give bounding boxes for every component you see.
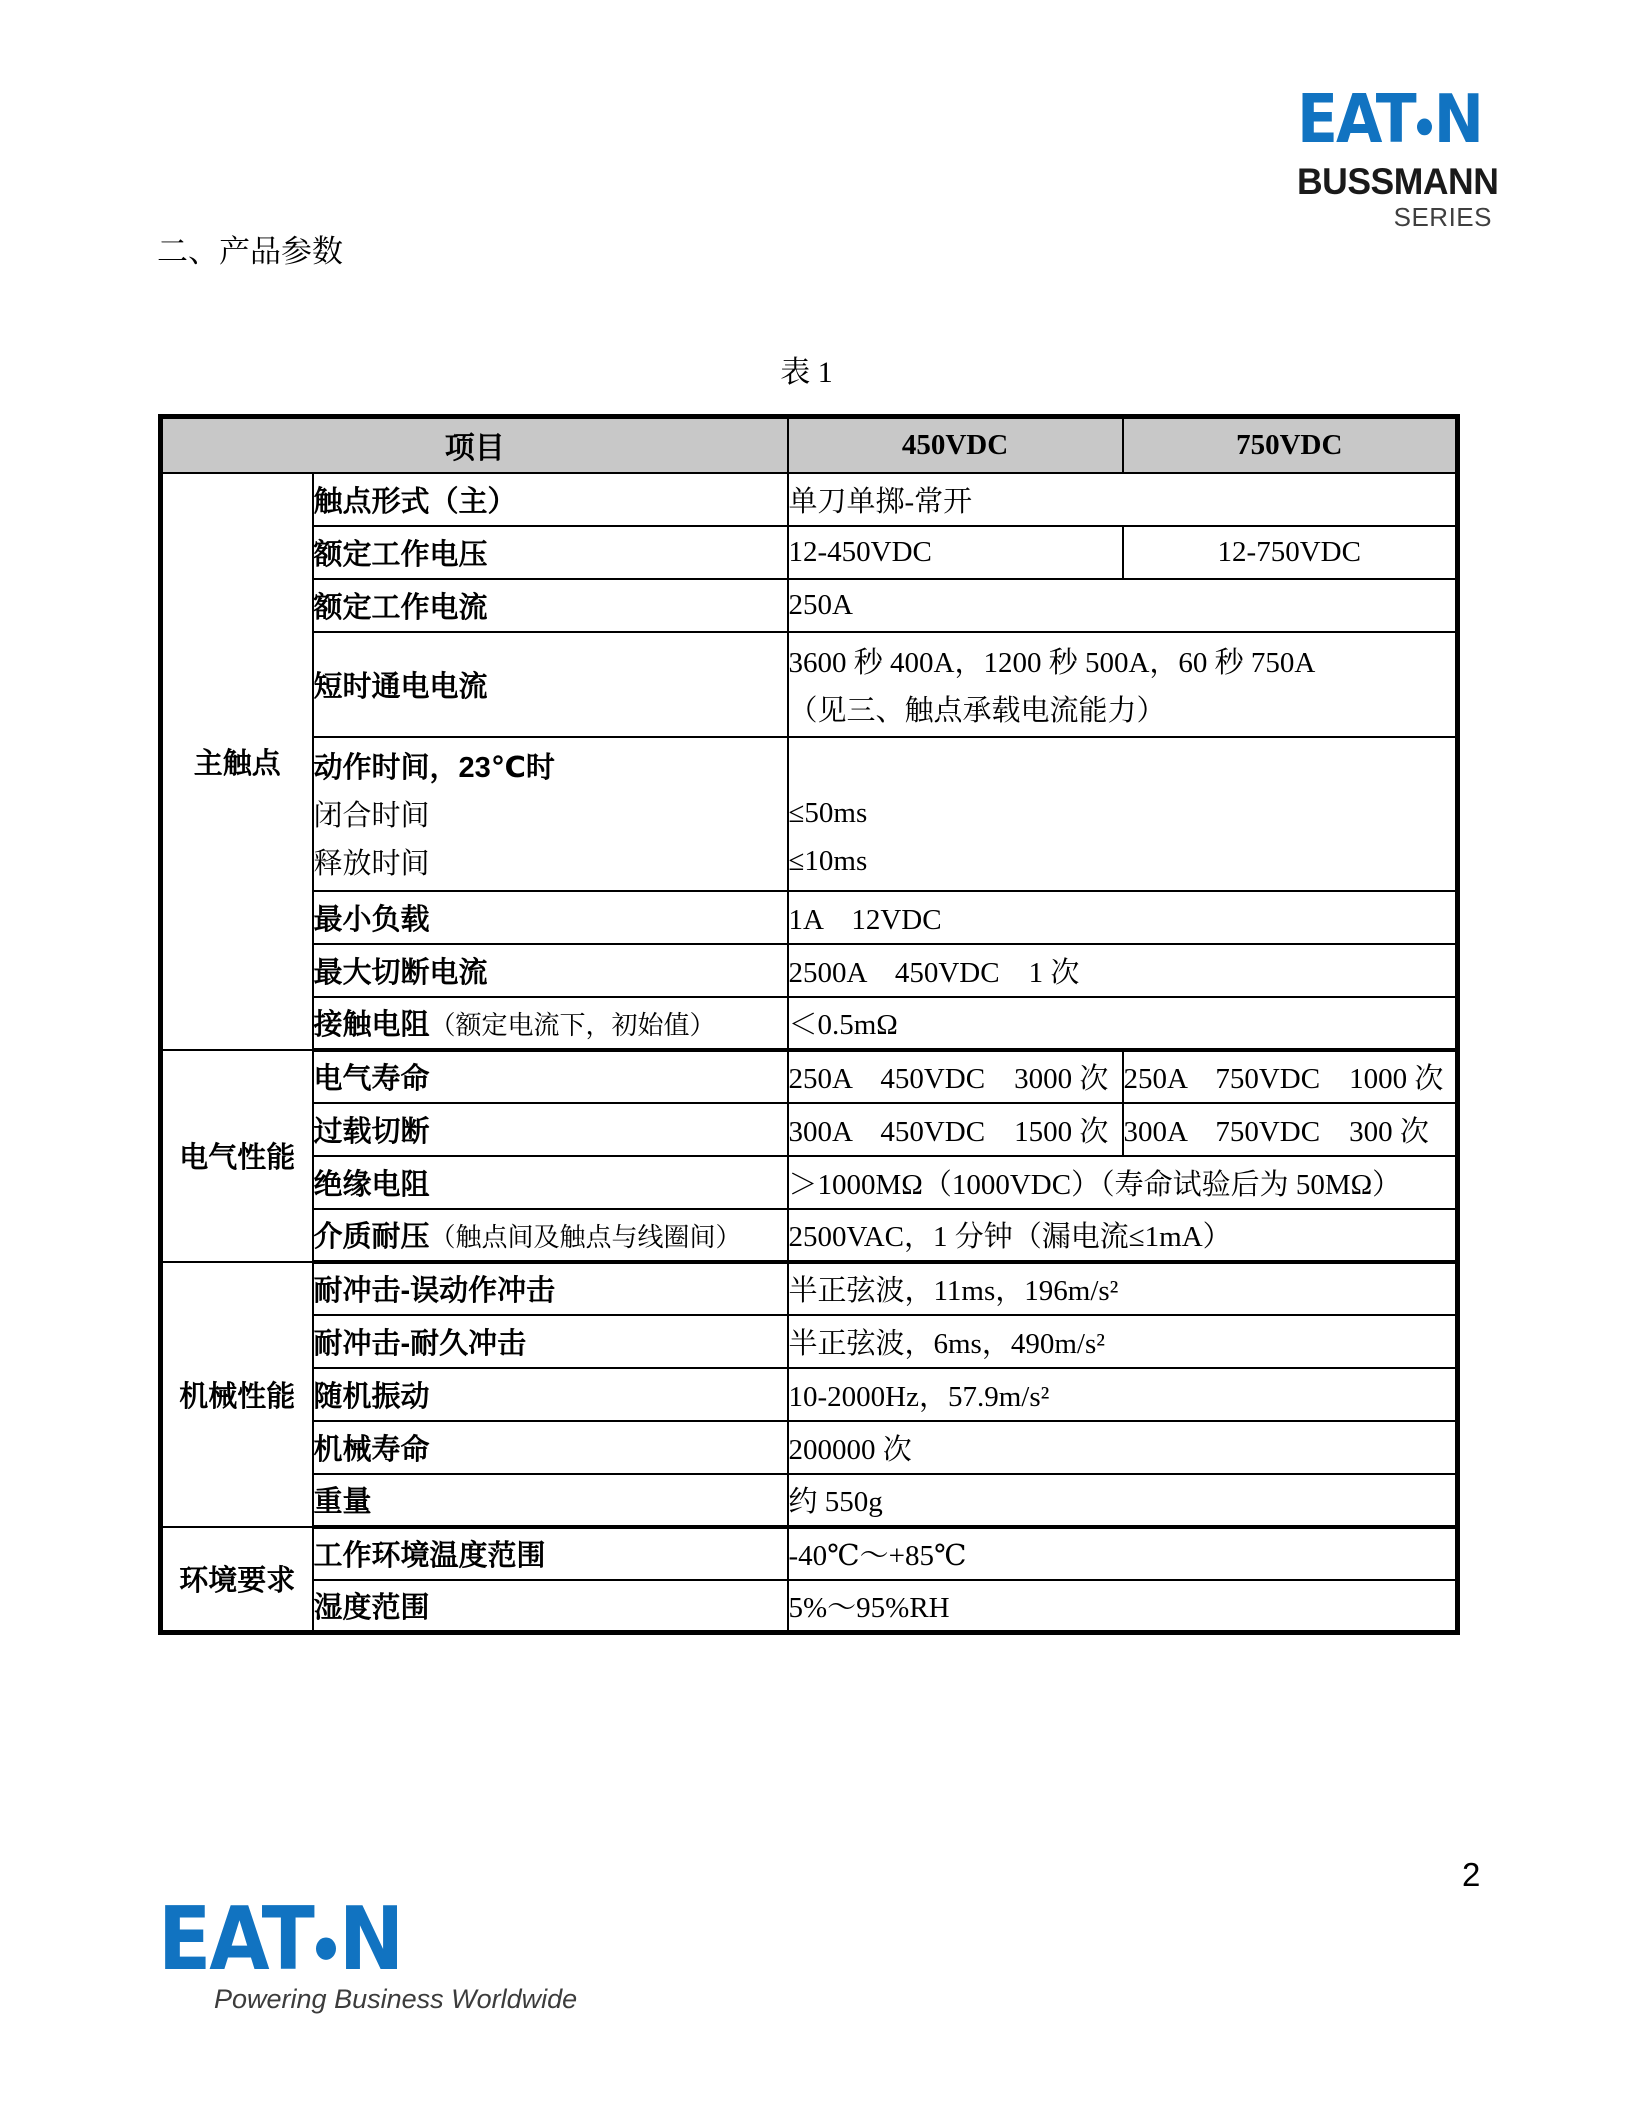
value-cell: 半正弦波，6ms，490m/s² xyxy=(788,1315,1458,1368)
row-label xyxy=(313,1580,788,1633)
row-label xyxy=(313,1050,788,1103)
row-label-text: 过载切断 xyxy=(313,1115,430,1148)
cell-line: 动作时间，23℃时 xyxy=(313,752,555,784)
value-cell: 200000 次 xyxy=(788,1421,1458,1474)
row-label-text: 额定工作电压 xyxy=(313,538,488,571)
table-row xyxy=(161,737,1458,891)
value-cell xyxy=(788,632,1458,737)
row-label xyxy=(313,1421,788,1474)
value-cell: 2500VAC，1 分钟（漏电流≤1mA） xyxy=(788,1209,1458,1262)
value-cell: 12-750VDC xyxy=(1123,526,1458,579)
row-label-text: 耐冲击-误动作冲击 xyxy=(313,1275,556,1307)
row-label xyxy=(313,1315,788,1368)
row-label-text: 最小负载 xyxy=(313,903,430,936)
row-label-text: 接触电阻 xyxy=(313,1009,430,1041)
value-cell: ＞1000MΩ（1000VDC）（寿命试验后为 50MΩ） xyxy=(788,1156,1458,1209)
table-row xyxy=(161,473,1458,526)
eaton-logo-left-text: EAT xyxy=(158,1889,313,1991)
value-cell: 约 550g xyxy=(788,1474,1458,1527)
eaton-logo xyxy=(1297,80,1482,159)
table-row xyxy=(161,1050,1458,1103)
row-label-text: 介质耐压 xyxy=(313,1221,430,1253)
table-row xyxy=(161,891,1458,944)
row-label-text: 额定工作电流 xyxy=(313,591,488,624)
row-label-note: （额定电流下，初始值） xyxy=(429,1011,716,1040)
spec-table-header-row xyxy=(161,417,1458,473)
row-label-text: 耐冲击-耐久冲击 xyxy=(313,1327,527,1360)
footer-tagline: Powering Business Worldwide xyxy=(214,1984,578,2014)
spec-table xyxy=(158,414,1460,1635)
value-cell: ＜0.5mΩ xyxy=(788,997,1458,1050)
group-label: 机械性能 xyxy=(161,1262,313,1527)
value-cell: 300A 450VDC 1500 次 xyxy=(788,1103,1123,1156)
cell-line: （见三、触点承载电流能力） xyxy=(788,694,1166,727)
value-cell: 10-2000Hz，57.9m/s² xyxy=(788,1368,1458,1421)
row-label-text: 重量 xyxy=(313,1486,372,1518)
value-cell: 2500A 450VDC 1 次 xyxy=(788,944,1458,997)
table-row xyxy=(161,1527,1458,1580)
row-label-text: 工作环境温度范围 xyxy=(313,1540,546,1572)
row-label-text: 电气寿命 xyxy=(313,1063,430,1095)
row-label-text: 触点形式（主） xyxy=(313,485,517,518)
value-cell: 12-450VDC xyxy=(788,526,1123,579)
value-cell: 300A 750VDC 300 次 xyxy=(1123,1103,1458,1156)
value-cell: 250A 450VDC 3000 次 xyxy=(788,1050,1123,1103)
series-wordmark: SERIES xyxy=(1393,202,1492,232)
row-label xyxy=(313,944,788,997)
table-row xyxy=(161,997,1458,1050)
eaton-logo-left-text: EAT xyxy=(1297,80,1415,159)
row-label xyxy=(313,473,788,526)
row-label xyxy=(313,526,788,579)
eaton-dot-icon xyxy=(316,1937,336,1959)
group-label: 主触点 xyxy=(161,473,313,1050)
spec-table-body xyxy=(161,473,1458,1633)
table-row xyxy=(161,632,1458,737)
row-label xyxy=(313,737,788,891)
row-label-text: 随机振动 xyxy=(313,1380,430,1413)
value-cell: 5%～95%RH xyxy=(788,1580,1458,1633)
header-cell-450vdc: 450VDC xyxy=(788,417,1123,473)
value-cell: -40℃～+85℃ xyxy=(788,1527,1458,1580)
value-cell: 250A xyxy=(788,579,1458,632)
page-number: 2 xyxy=(1462,1856,1481,1893)
row-label xyxy=(313,579,788,632)
row-label-text: 最大切断电流 xyxy=(313,956,488,989)
table-row xyxy=(161,1580,1458,1633)
section-heading: 二、产品参数 xyxy=(157,234,343,269)
row-label-text: 机械寿命 xyxy=(313,1433,430,1466)
cell-line: 释放时间 xyxy=(313,848,430,880)
table-row xyxy=(161,1209,1458,1262)
table-row xyxy=(161,1156,1458,1209)
row-label xyxy=(313,1527,788,1580)
table-row xyxy=(161,1474,1458,1527)
value-cell: 半正弦波，11ms，196m/s² xyxy=(788,1262,1458,1315)
bussmann-wordmark: BUSSMANN xyxy=(1297,161,1499,202)
cell-line: 闭合时间 xyxy=(313,800,430,832)
value-cell: 1A 12VDC xyxy=(788,891,1458,944)
row-label xyxy=(313,1262,788,1315)
row-label xyxy=(313,1209,788,1262)
header-brand xyxy=(1297,80,1499,232)
table-row xyxy=(161,1315,1458,1368)
row-label-text: 短时通电电流 xyxy=(313,670,488,703)
header-cell-750vdc: 750VDC xyxy=(1123,417,1458,473)
eaton-logo xyxy=(158,1889,403,1991)
eaton-dot-icon xyxy=(1417,118,1432,135)
table-row xyxy=(161,526,1458,579)
table-row xyxy=(161,1421,1458,1474)
footer-brand xyxy=(158,1889,578,2015)
table-row xyxy=(161,1262,1458,1315)
row-label xyxy=(313,891,788,944)
row-label xyxy=(313,1368,788,1421)
cell-line: ≤10ms xyxy=(788,845,868,877)
cell-line xyxy=(789,742,1456,790)
row-label xyxy=(313,1474,788,1527)
row-label-text: 绝缘电阻 xyxy=(313,1168,430,1201)
table-row xyxy=(161,579,1458,632)
eaton-logo-right-text: N xyxy=(338,1889,403,1991)
cell-line: ≤50ms xyxy=(788,797,868,829)
table-row xyxy=(161,1368,1458,1421)
row-label-text: 湿度范围 xyxy=(313,1591,430,1624)
table-row xyxy=(161,944,1458,997)
table-row xyxy=(161,1103,1458,1156)
cell-line: 3600 秒 400A，1200 秒 500A，60 秒 750A xyxy=(788,646,1316,679)
value-cell xyxy=(788,737,1458,891)
row-label-note: （触点间及触点与线圈间） xyxy=(429,1223,742,1252)
eaton-logo-right-text: N xyxy=(1433,80,1482,159)
row-label xyxy=(313,997,788,1050)
group-label: 环境要求 xyxy=(161,1527,313,1633)
header-cell-item: 项目 xyxy=(161,417,788,473)
value-cell: 250A 750VDC 1000 次 xyxy=(1123,1050,1458,1103)
value-cell: 单刀单掷-常开 xyxy=(788,473,1458,526)
row-label xyxy=(313,1103,788,1156)
row-label xyxy=(313,1156,788,1209)
group-label: 电气性能 xyxy=(161,1050,313,1262)
table-caption: 表 1 xyxy=(780,356,833,389)
row-label xyxy=(313,632,788,737)
